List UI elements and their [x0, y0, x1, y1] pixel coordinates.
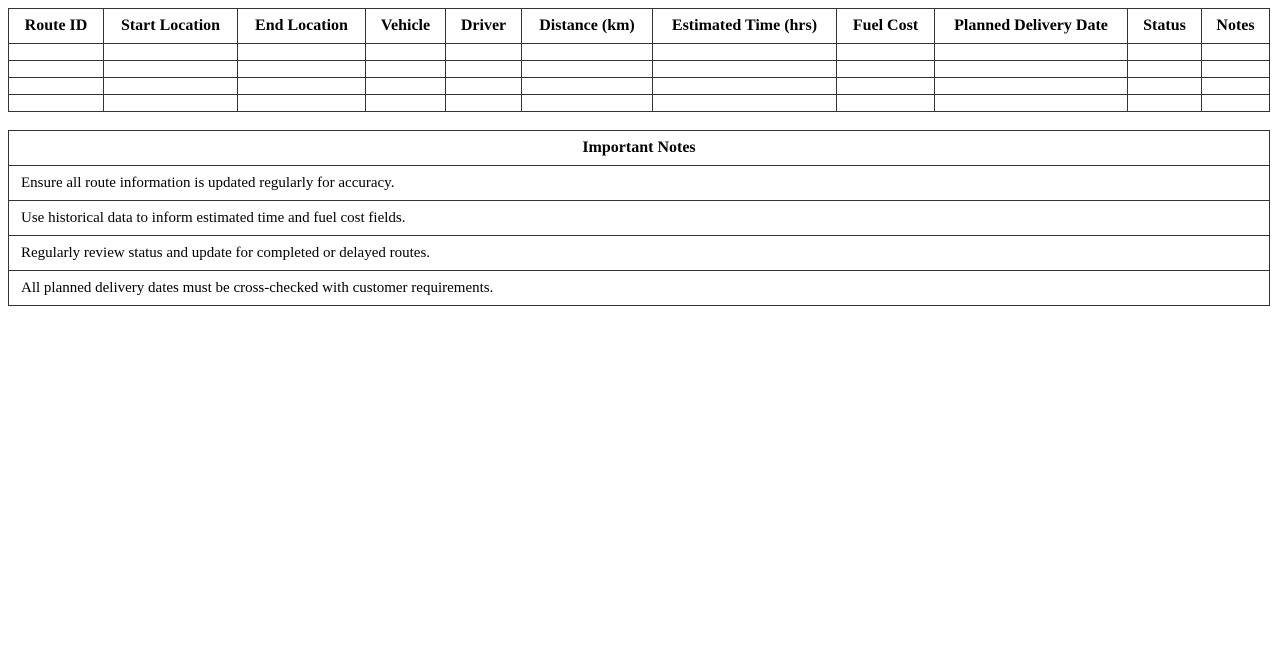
- cell-distance[interactable]: [522, 61, 653, 78]
- cell-planned-delivery-date[interactable]: [935, 78, 1128, 95]
- cell-status[interactable]: [1128, 78, 1202, 95]
- column-header-vehicle: Vehicle: [366, 9, 446, 44]
- cell-route-id[interactable]: [9, 44, 104, 61]
- header-row: [9, 9, 1270, 44]
- cell-end-location[interactable]: [238, 61, 366, 78]
- routes-table: [8, 8, 1270, 112]
- note-item: Use historical data to inform estimated time and fuel cost fields.: [9, 201, 1270, 236]
- cell-driver[interactable]: [446, 95, 522, 112]
- notes-title: Important Notes: [9, 131, 1270, 166]
- cell-distance[interactable]: [522, 95, 653, 112]
- cell-vehicle[interactable]: [366, 44, 446, 61]
- cell-driver[interactable]: [446, 61, 522, 78]
- cell-estimated-time[interactable]: [653, 61, 837, 78]
- cell-estimated-time[interactable]: [653, 44, 837, 61]
- cell-start-location[interactable]: [104, 44, 238, 61]
- cell-end-location[interactable]: [238, 44, 366, 61]
- note-item: Ensure all route information is updated regularly for accuracy.: [9, 166, 1270, 201]
- cell-route-id[interactable]: [9, 95, 104, 112]
- cell-start-location[interactable]: [104, 61, 238, 78]
- column-header-route-id: Route ID: [9, 9, 104, 44]
- notes-table-header: [9, 131, 1270, 166]
- cell-fuel-cost[interactable]: [837, 78, 935, 95]
- cell-estimated-time[interactable]: [653, 95, 837, 112]
- cell-status[interactable]: [1128, 61, 1202, 78]
- cell-notes[interactable]: [1202, 78, 1270, 95]
- cell-vehicle[interactable]: [366, 78, 446, 95]
- note-row: [9, 201, 1270, 236]
- cell-notes[interactable]: [1202, 95, 1270, 112]
- cell-driver[interactable]: [446, 44, 522, 61]
- column-header-status: Status: [1128, 9, 1202, 44]
- cell-estimated-time[interactable]: [653, 78, 837, 95]
- note-item: All planned delivery dates must be cross-checked with customer requirements.: [9, 271, 1270, 306]
- cell-end-location[interactable]: [238, 78, 366, 95]
- cell-distance[interactable]: [522, 78, 653, 95]
- column-header-distance: Distance (km): [522, 9, 653, 44]
- cell-driver[interactable]: [446, 78, 522, 95]
- cell-vehicle[interactable]: [366, 95, 446, 112]
- cell-notes[interactable]: [1202, 61, 1270, 78]
- cell-status[interactable]: [1128, 95, 1202, 112]
- cell-planned-delivery-date[interactable]: [935, 61, 1128, 78]
- cell-fuel-cost[interactable]: [837, 44, 935, 61]
- table-row: [9, 44, 1270, 61]
- note-row: [9, 271, 1270, 306]
- cell-status[interactable]: [1128, 44, 1202, 61]
- column-header-end-location: End Location: [238, 9, 366, 44]
- routes-table-header: [9, 9, 1270, 44]
- table-row: [9, 78, 1270, 95]
- cell-distance[interactable]: [522, 44, 653, 61]
- table-row: [9, 95, 1270, 112]
- cell-planned-delivery-date[interactable]: [935, 44, 1128, 61]
- cell-planned-delivery-date[interactable]: [935, 95, 1128, 112]
- cell-notes[interactable]: [1202, 44, 1270, 61]
- table-row: [9, 61, 1270, 78]
- cell-fuel-cost[interactable]: [837, 95, 935, 112]
- cell-vehicle[interactable]: [366, 61, 446, 78]
- notes-table-body: [9, 166, 1270, 306]
- column-header-estimated-time: Estimated Time (hrs): [653, 9, 837, 44]
- cell-start-location[interactable]: [104, 78, 238, 95]
- cell-end-location[interactable]: [238, 95, 366, 112]
- column-header-driver: Driver: [446, 9, 522, 44]
- notes-header-row: [9, 131, 1270, 166]
- column-header-start-location: Start Location: [104, 9, 238, 44]
- routes-table-body: [9, 44, 1270, 112]
- column-header-notes: Notes: [1202, 9, 1270, 44]
- note-row: [9, 166, 1270, 201]
- cell-start-location[interactable]: [104, 95, 238, 112]
- note-item: Regularly review status and update for completed or delayed routes.: [9, 236, 1270, 271]
- cell-route-id[interactable]: [9, 78, 104, 95]
- important-notes-table: [8, 130, 1270, 306]
- cell-fuel-cost[interactable]: [837, 61, 935, 78]
- cell-route-id[interactable]: [9, 61, 104, 78]
- column-header-planned-delivery-date: Planned Delivery Date: [935, 9, 1128, 44]
- column-header-fuel-cost: Fuel Cost: [837, 9, 935, 44]
- note-row: [9, 236, 1270, 271]
